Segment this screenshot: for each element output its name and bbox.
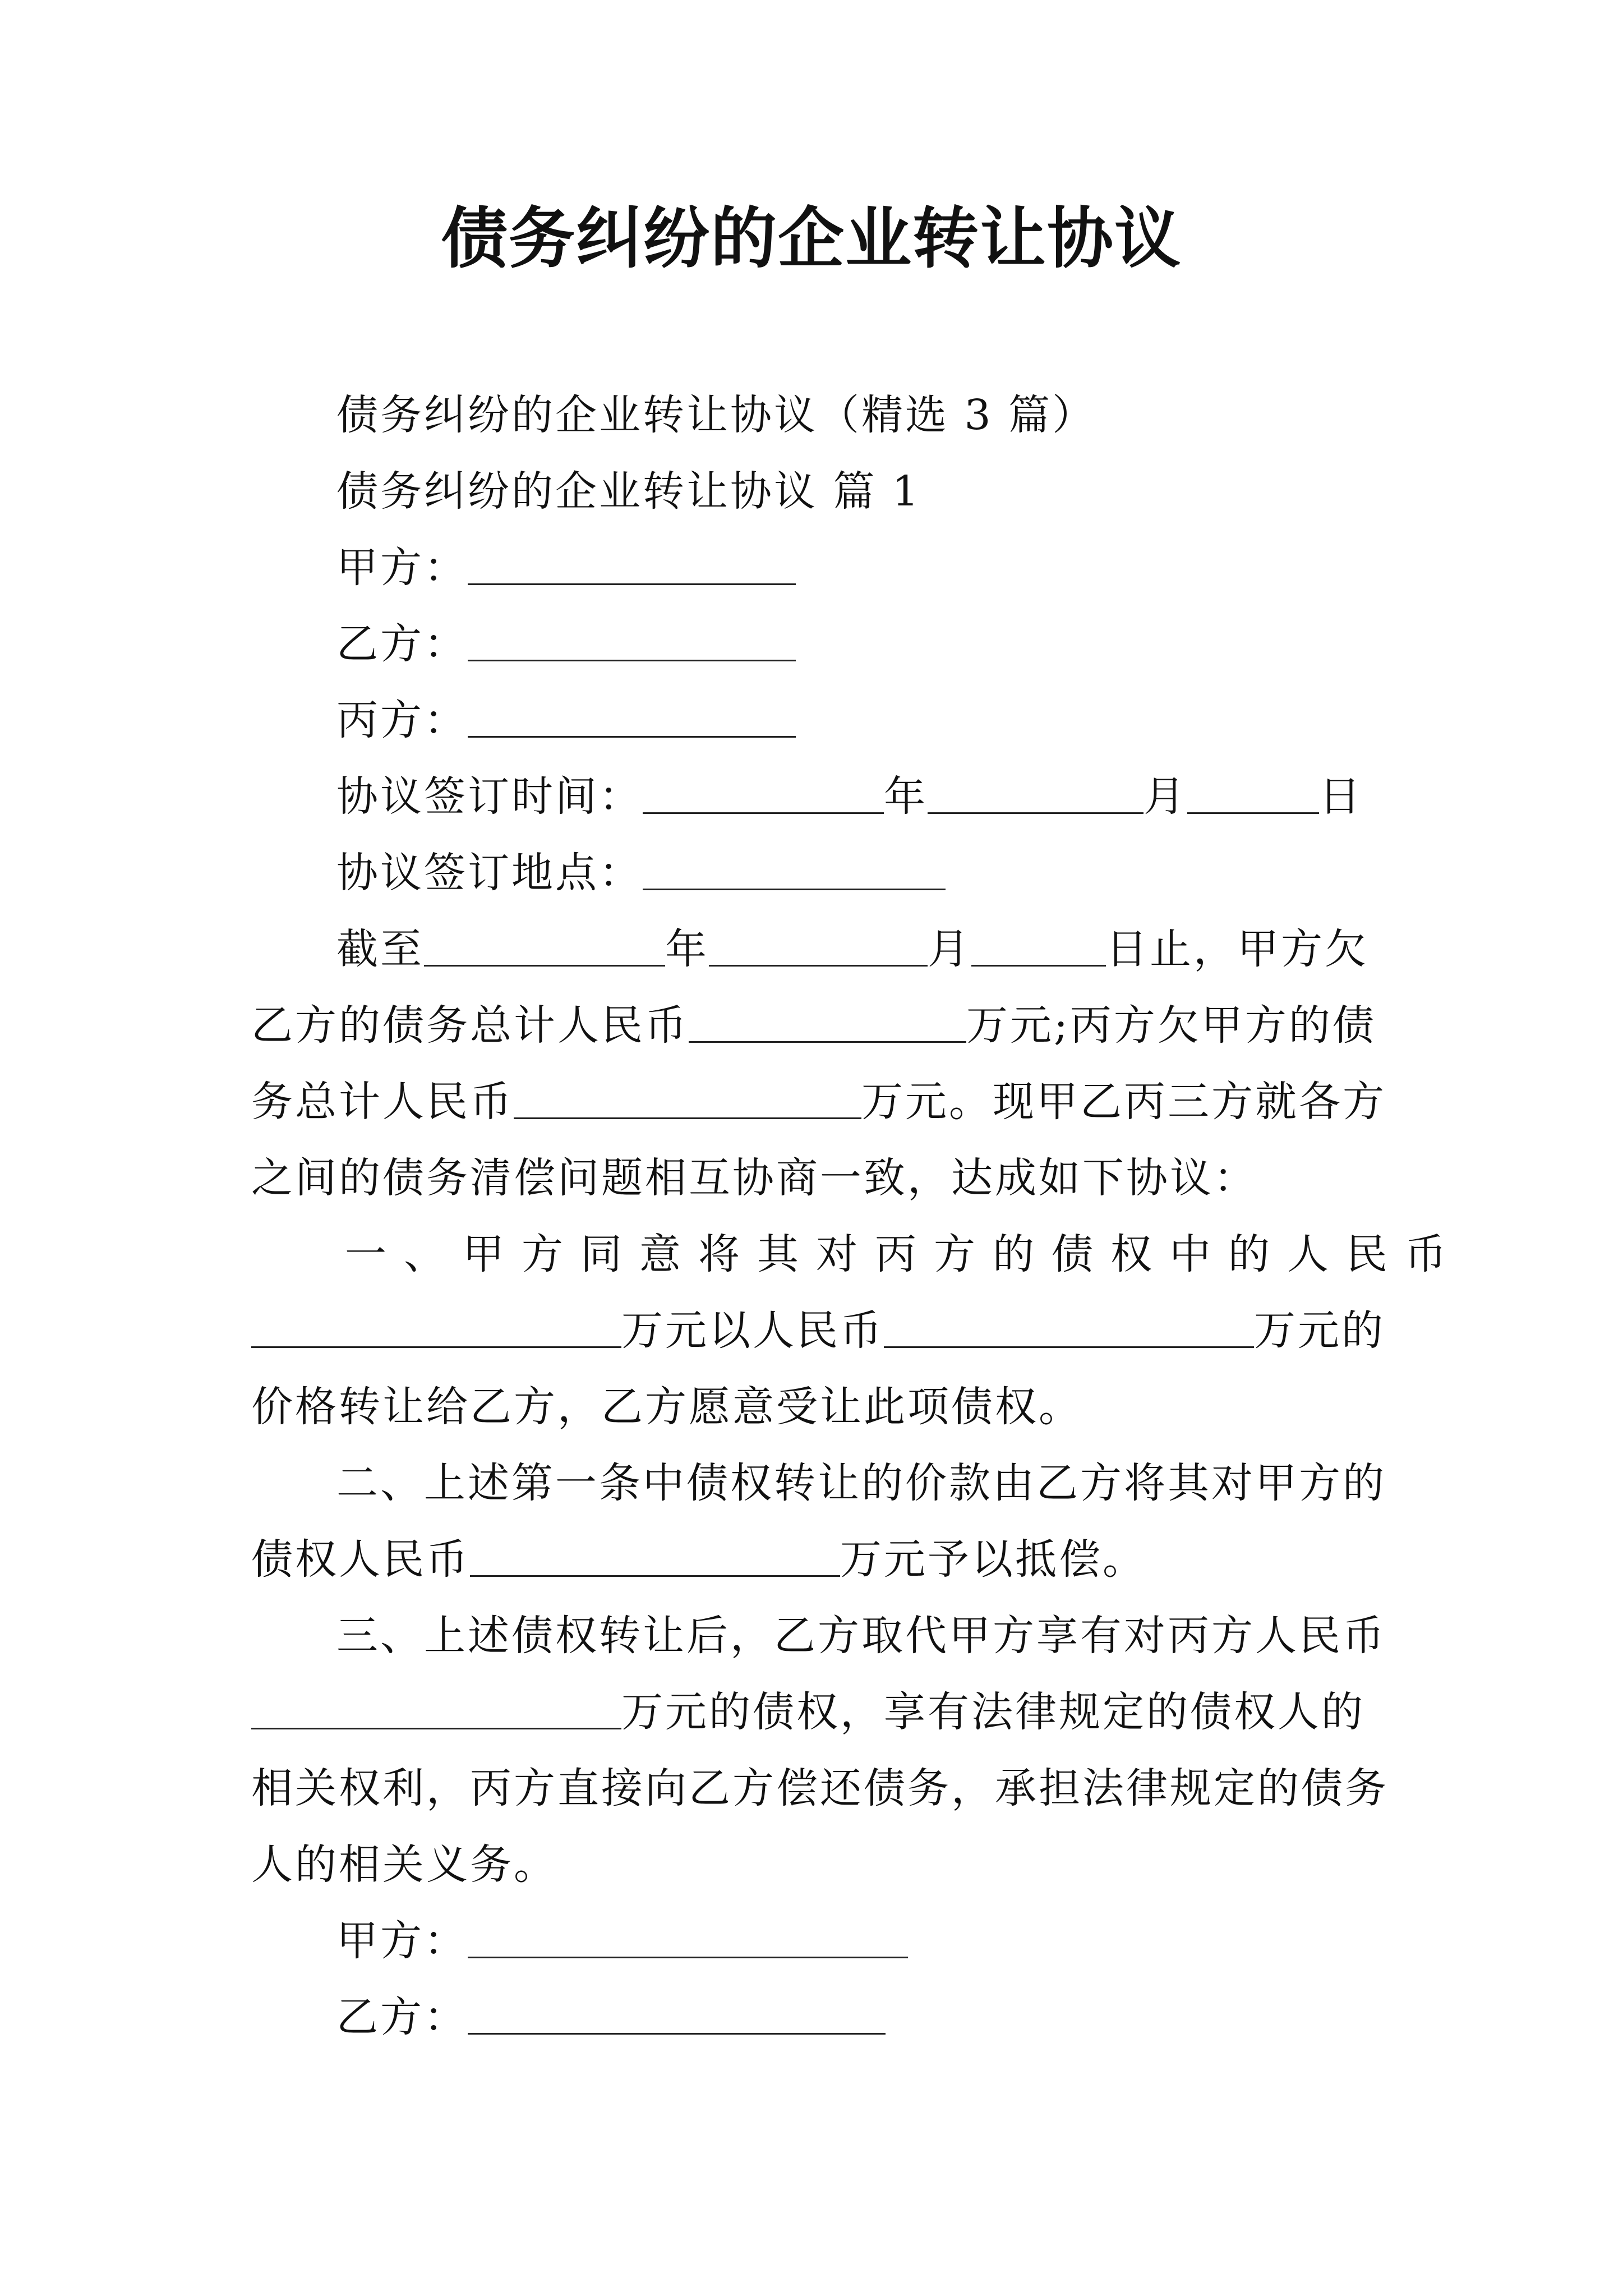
p1-day-blank[interactable] xyxy=(971,929,1106,967)
year-label: 年 xyxy=(884,772,928,821)
p1-line-4: 之间的债务清偿问题相互协商一致，达成如下协议： xyxy=(251,1154,1257,1202)
c1-l2-text-b: 万元的 xyxy=(1254,1306,1385,1355)
p1-l2-text-b: 万元;丙方欠甲方的债 xyxy=(966,1001,1376,1050)
p1-debt-ab-blank[interactable] xyxy=(689,1005,966,1043)
signature-a-label: 甲方： xyxy=(336,1917,468,1965)
sign-place-line xyxy=(336,845,946,901)
sign-year-blank[interactable] xyxy=(643,776,884,814)
c1-price-blank[interactable] xyxy=(884,1310,1254,1348)
subtitle: 债务纠纷的企业转让协议（精选 3 篇） xyxy=(336,391,1096,439)
clause-3-line-3: 相关权利，丙方直接向乙方偿还债务，承担法律规定的债务 xyxy=(251,1764,1389,1812)
c1-amount-blank[interactable] xyxy=(251,1310,621,1348)
p1-month-blank[interactable] xyxy=(709,929,928,967)
c2-l2-text-a: 债权人民币 xyxy=(251,1535,470,1584)
p1-l2-text-a: 乙方的债务总计人民币 xyxy=(251,1001,689,1050)
month-label: 月 xyxy=(1144,772,1187,821)
party-b-line xyxy=(336,616,796,672)
clause-3-line-1: 三、上述债权转让后，乙方取代甲方享有对丙方人民币 xyxy=(336,1612,1386,1660)
p1-line-3 xyxy=(251,1074,1386,1130)
clause-3-line-2 xyxy=(251,1684,1365,1740)
party-a-label: 甲方： xyxy=(336,544,468,592)
clause-2-line-2 xyxy=(251,1531,1146,1588)
sign-month-blank[interactable] xyxy=(928,776,1144,814)
party-c-line xyxy=(336,692,796,748)
clause-1-line-2 xyxy=(251,1303,1385,1359)
party-c-label: 丙方： xyxy=(336,696,468,744)
c3-l2-text: 万元的债权，享有法律规定的债权人的 xyxy=(621,1688,1365,1736)
c1-l2-text-a: 万元以人民币 xyxy=(621,1306,884,1355)
signature-b-blank[interactable] xyxy=(468,1997,886,2035)
p1-month-label: 月 xyxy=(928,925,971,973)
sign-time-label: 协议签订时间： xyxy=(336,772,643,821)
c3-amount-blank[interactable] xyxy=(251,1692,621,1729)
party-b-blank[interactable] xyxy=(468,624,796,661)
p1-l1-text-a: 截至 xyxy=(336,925,424,973)
clause-1-line-1: 一、甲方同意将其对丙方的债权中的人民币 xyxy=(345,1230,1464,1278)
c2-l2-text-b: 万元予以抵偿。 xyxy=(840,1535,1146,1584)
party-b-label: 乙方： xyxy=(336,620,468,668)
day-label: 日 xyxy=(1319,772,1363,821)
clause-2-line-1: 二、上述第一条中债权转让的价款由乙方将其对甲方的 xyxy=(336,1459,1386,1507)
signature-a-blank[interactable] xyxy=(468,1921,908,1958)
party-a-line xyxy=(336,540,796,596)
p1-l1-text-b: 日止，甲方欠 xyxy=(1106,925,1368,973)
p1-debt-ca-blank[interactable] xyxy=(514,1082,861,1119)
sign-place-label: 协议签订地点： xyxy=(336,849,643,897)
p1-line-2 xyxy=(251,997,1376,1053)
party-a-blank[interactable] xyxy=(468,547,796,585)
party-c-blank[interactable] xyxy=(468,700,796,738)
p1-year-label: 年 xyxy=(665,925,709,973)
document-title: 债务纠纷的企业转让协议 xyxy=(441,200,1182,277)
signature-a-line xyxy=(336,1913,908,1969)
clause-1-line-3: 价格转让给乙方，乙方愿意受让此项债权。 xyxy=(251,1383,1082,1431)
p1-l3-text-a: 务总计人民币 xyxy=(251,1078,514,1126)
clause-3-line-4: 人的相关义务。 xyxy=(251,1841,557,1889)
signature-b-label: 乙方： xyxy=(336,1993,468,2041)
p1-l3-text-b: 万元。现甲乙丙三方就各方 xyxy=(861,1078,1386,1126)
section-heading: 债务纠纷的企业转让协议 篇 1 xyxy=(336,467,921,516)
sign-place-blank[interactable] xyxy=(643,853,946,890)
c2-amount-blank[interactable] xyxy=(470,1539,840,1577)
sign-time-line xyxy=(336,769,1363,825)
sign-day-blank[interactable] xyxy=(1187,776,1319,814)
signature-b-line xyxy=(336,1989,886,2045)
p1-year-blank[interactable] xyxy=(424,929,665,967)
p1-line-1 xyxy=(336,921,1368,977)
